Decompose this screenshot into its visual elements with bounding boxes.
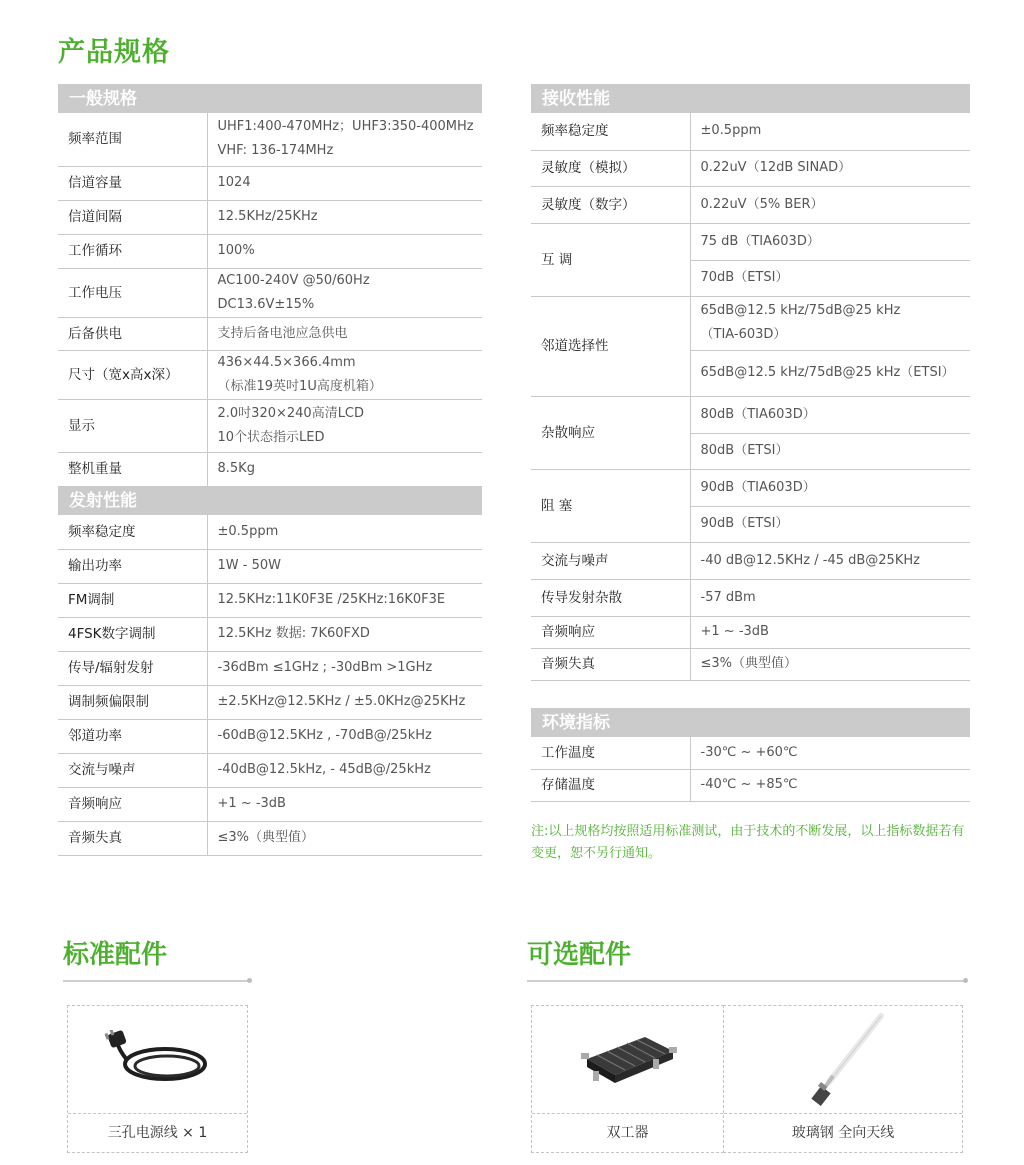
spec-label: FM调制 (58, 583, 207, 617)
table-row (58, 399, 482, 452)
spec-value: UHF1:400-470MHz；UHF3:350-400MHz (217, 119, 474, 135)
accessory-image (68, 1006, 247, 1114)
table-row (58, 200, 482, 234)
spec-value: -60dB@12.5KHz , -70dB@/25kHz (207, 719, 482, 753)
spec-value: 65dB@12.5 kHz/75dB@25 kHz（ETSI） (690, 350, 970, 396)
spec-value: 支持后备电池应急供电 (207, 317, 482, 350)
spec-value: 1024 (207, 166, 482, 200)
spec-label: 频率稳定度 (58, 515, 207, 549)
spec-value: 80dB（TIA603D） (690, 396, 970, 433)
table-row (58, 350, 482, 399)
section-header-transmit (58, 486, 482, 515)
antenna-icon (793, 1012, 893, 1108)
spec-label: 4FSK数字调制 (58, 617, 207, 651)
spec-value: 65dB@12.5 kHz/75dB@25 kHz (700, 303, 901, 318)
spec-value: -40℃ ~ +85℃ (690, 769, 970, 801)
spec-label: 工作温度 (531, 737, 690, 769)
spec-label: 音频响应 (531, 616, 690, 648)
table-row (531, 769, 970, 801)
spec-value: 80dB（ETSI） (690, 433, 970, 469)
general-transmit-spec-table (58, 84, 482, 856)
section-header-environment (531, 708, 970, 737)
spec-value: +1 ~ -3dB (690, 616, 970, 648)
spec-label: 音频失真 (531, 648, 690, 680)
power-cord-icon (103, 1030, 213, 1090)
table-row (531, 469, 970, 506)
table-row (58, 549, 482, 583)
table-row (531, 737, 970, 769)
spec-value: （TIA-603D） (700, 327, 787, 342)
section-title: 发射性能 (58, 486, 482, 515)
spec-label: 杂散响应 (531, 396, 690, 469)
table-row (58, 452, 482, 486)
spec-label: 音频失真 (58, 821, 207, 855)
spec-value: -36dBm ≤1GHz ; -30dBm >1GHz (207, 651, 482, 685)
table-row (531, 186, 970, 223)
spec-label: 工作循环 (58, 234, 207, 268)
spec-value: -57 dBm (690, 579, 970, 616)
spec-label: 工作电压 (58, 268, 207, 317)
table-row (58, 515, 482, 549)
spec-label: 互 调 (531, 223, 690, 296)
section-header-general (58, 84, 482, 113)
spec-label: 频率范围 (58, 113, 207, 166)
spec-value: -40dB@12.5kHz, - 45dB@/25kHz (207, 753, 482, 787)
spec-label: 频率稳定度 (531, 113, 690, 150)
table-row (58, 651, 482, 685)
spec-label: 尺寸（宽x高x深） (58, 350, 207, 399)
spec-value: AC100-240V @50/60Hz (217, 272, 370, 288)
receive-environment-spec-table (531, 84, 970, 802)
accessory-card (531, 1005, 724, 1153)
table-row (531, 616, 970, 648)
table-row (58, 719, 482, 753)
spec-label: 灵敏度（数字） (531, 186, 690, 223)
spec-value: 12.5KHz/25KHz (207, 200, 482, 234)
table-row (58, 821, 482, 855)
spec-label: 交流与噪声 (531, 542, 690, 579)
spec-value: 90dB（ETSI） (690, 506, 970, 542)
table-row (58, 166, 482, 200)
standard-accessories-divider (63, 980, 249, 982)
spec-label: 邻道功率 (58, 719, 207, 753)
table-row (58, 787, 482, 821)
accessory-caption: 双工器 (606, 1125, 649, 1141)
table-row (58, 685, 482, 719)
spec-value: 100% (207, 234, 482, 268)
spec-value: 436×44.5×366.4mm (217, 354, 356, 370)
spec-value: 8.5Kg (207, 452, 482, 486)
spec-disclaimer-note: 注:以上规格均按照适用标准测试，由于技术的不断发展，以上指标数据若有变更，恕不另行通知。 (531, 824, 965, 861)
table-row (531, 223, 970, 260)
spec-value: 12.5KHz:11K0F3E /25KHz:16K0F3E (207, 583, 482, 617)
spec-value: 0.22uV（12dB SINAD） (690, 150, 970, 186)
spec-label: 灵敏度（模拟） (531, 150, 690, 186)
section-title: 环境指标 (531, 708, 970, 737)
section-title: 接收性能 (531, 84, 970, 113)
table-row (58, 113, 482, 166)
spec-value: -40 dB@12.5KHz / -45 dB@25KHz (690, 542, 970, 579)
spec-label: 显示 (58, 399, 207, 452)
spec-label: 信道间隔 (58, 200, 207, 234)
table-row (58, 268, 482, 317)
spec-value: 90dB（TIA603D） (690, 469, 970, 506)
spec-value: 10个状态指示LED (217, 429, 325, 445)
accessory-caption: 玻璃钢 全向天线 (791, 1125, 895, 1141)
section-header-receive (531, 84, 970, 113)
spec-value: 2.0吋320×240高清LCD (217, 405, 365, 421)
table-row (58, 317, 482, 350)
spec-label: 调制频偏限制 (58, 685, 207, 719)
spec-value: ≤3%（典型值） (690, 648, 970, 680)
spec-value: ±0.5ppm (690, 113, 970, 150)
table-row (531, 296, 970, 350)
spec-value: 0.22uV（5% BER） (690, 186, 970, 223)
spec-label: 后备供电 (58, 317, 207, 350)
table-row (58, 617, 482, 651)
accessory-caption: 三孔电源线 × 1 (107, 1125, 208, 1141)
spec-label: 传导/辐射发射 (58, 651, 207, 685)
spec-value: VHF: 136-174MHz (217, 143, 334, 159)
section-title: 一般规格 (58, 84, 482, 113)
spec-value: DC13.6V±15% (217, 296, 315, 312)
standard-accessories-title: 标准配件 (63, 940, 168, 970)
accessory-image (724, 1006, 962, 1114)
spec-value: 75 dB（TIA603D） (690, 223, 970, 260)
accessory-card (67, 1005, 248, 1153)
table-row (531, 579, 970, 616)
spec-label: 邻道选择性 (531, 296, 690, 396)
spec-value: 70dB（ETSI） (690, 260, 970, 296)
spec-value: ≤3%（典型值） (207, 821, 482, 855)
table-row (531, 542, 970, 579)
spec-label: 输出功率 (58, 549, 207, 583)
section-gap (531, 680, 970, 708)
spec-label: 交流与噪声 (58, 753, 207, 787)
table-row (531, 113, 970, 150)
table-row (531, 648, 970, 680)
optional-accessories-title: 可选配件 (527, 940, 632, 970)
spec-value: （标准19英吋1U高度机箱） (217, 378, 382, 394)
spec-value: ±2.5KHz@12.5KHz / ±5.0KHz@25KHz (207, 685, 482, 719)
table-row (58, 583, 482, 617)
accessory-image (532, 1006, 723, 1114)
table-row (58, 753, 482, 787)
page-title: 产品规格 (58, 37, 170, 68)
table-row (531, 396, 970, 433)
spec-label: 信道容量 (58, 166, 207, 200)
accessory-card (723, 1005, 963, 1153)
spec-value: -30℃ ~ +60℃ (690, 737, 970, 769)
spec-label: 整机重量 (58, 452, 207, 486)
spec-label: 音频响应 (58, 787, 207, 821)
spec-label: 传导发射杂散 (531, 579, 690, 616)
spec-value: 12.5KHz 数据: 7K60FXD (207, 617, 482, 651)
spec-label: 存储温度 (531, 769, 690, 801)
spec-value: 1W - 50W (207, 549, 482, 583)
spec-label: 阻 塞 (531, 469, 690, 542)
table-row (58, 234, 482, 268)
optional-accessories-divider (527, 980, 965, 982)
table-row (531, 150, 970, 186)
duplexer-icon (573, 1025, 683, 1095)
spec-value: +1 ~ -3dB (207, 787, 482, 821)
spec-value: ±0.5ppm (207, 515, 482, 549)
